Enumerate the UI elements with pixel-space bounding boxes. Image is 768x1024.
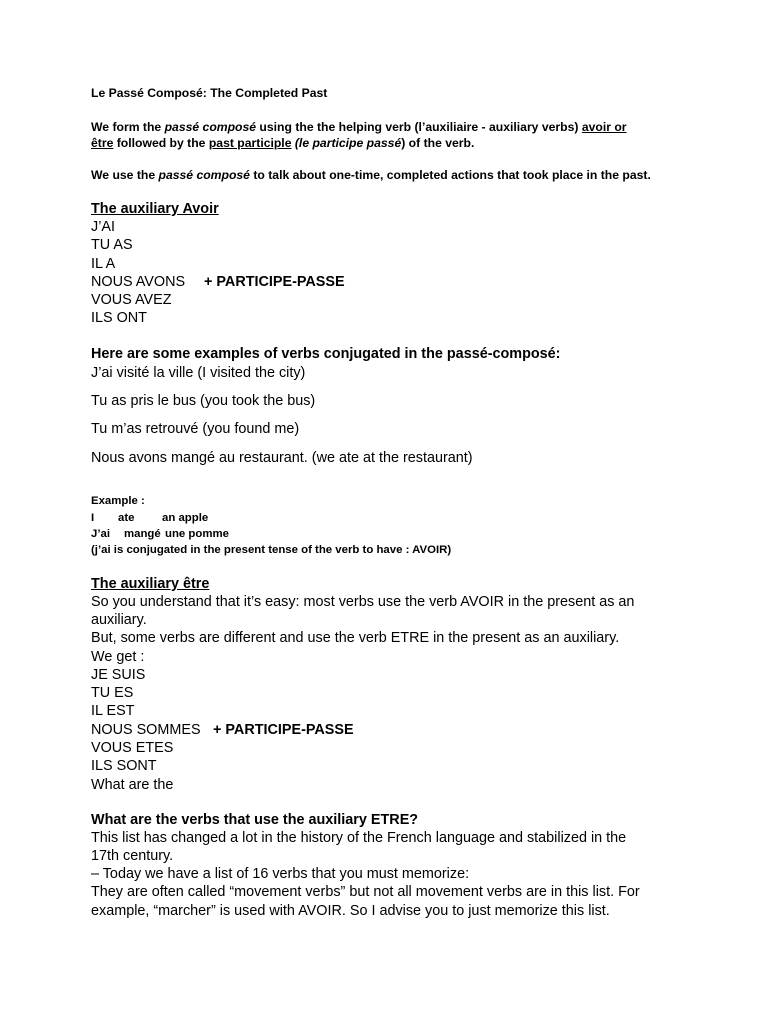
example-word: mangé (124, 528, 161, 540)
etre-paragraph-line: So you understand that it’s easy: most verbs use the verb AVOIR in the present as an (91, 594, 635, 610)
etre-paragraph-line: We get : (91, 649, 145, 665)
intro-text: using the the helping verb (l’auxiliaire - auxiliary verbs) (256, 120, 582, 134)
example-sentence: Tu as pris le bus (you took the bus) (91, 393, 316, 409)
etre-verbs-paragraph-line: example, “marcher” is used with AVOIR. So I advise you to just memorize this list. (91, 903, 610, 919)
example-word: I (91, 512, 95, 524)
etre-row: TU ES (91, 685, 134, 701)
etre-row: VOUS ETES (91, 740, 174, 756)
usage-term: passé composé (158, 168, 250, 182)
etre-verbs-heading: What are the verbs that use the auxiliary ETRE? (91, 812, 419, 828)
avoir-participle-label: + PARTICIPE-PASSE (204, 274, 345, 290)
etre-verbs-paragraph-line: This list has changed a lot in the history of the French language and stabilized in the (91, 830, 627, 846)
usage-paragraph (91, 168, 651, 182)
avoir-row: ILS ONT (91, 310, 147, 326)
example-word: une pomme (165, 528, 229, 540)
etre-row: ILS SONT (91, 758, 157, 774)
avoir-row: IL A (91, 256, 116, 272)
example-word: ate (118, 512, 135, 524)
intro-italic-term: (le participe passé (294, 136, 402, 150)
avoir-row: TU AS (91, 237, 133, 253)
etre-verbs-paragraph-line: They are often called “movement verbs” but not all movement verbs are in this list. For (91, 884, 640, 900)
intro-paragraph-line-1 (91, 120, 627, 134)
etre-paragraph-line: auxiliary. (91, 612, 147, 628)
intro-text: ) of the verb. (401, 136, 475, 150)
intro-text: We form the (91, 120, 165, 134)
etre-paragraph-line: But, some verbs are different and use the verb ETRE in the present as an auxiliary. (91, 630, 620, 646)
avoir-heading: The auxiliary Avoir (91, 201, 219, 217)
intro-paragraph-line-2 (91, 136, 474, 150)
intro-term: passé composé (164, 120, 257, 134)
intro-text: followed by the (113, 136, 209, 150)
example-sentence: Nous avons mangé au restaurant. (we ate at the restaurant) (91, 450, 473, 466)
example-sentence: J’ai visité la ville (I visited the city) (91, 365, 306, 381)
example-label: Example : (91, 495, 145, 507)
etre-heading: The auxiliary être (91, 576, 210, 592)
etre-row: IL EST (91, 703, 135, 719)
intro-underlined-term: être (91, 136, 114, 150)
avoir-row: NOUS AVONS (91, 274, 186, 290)
example-sentence: Tu m’as retrouvé (you found me) (91, 421, 300, 437)
intro-underlined-term: avoir or (581, 120, 627, 134)
etre-row: NOUS SOMMES (91, 722, 201, 738)
avoir-row: J’AI (91, 219, 115, 235)
etre-verbs-paragraph-line: 17th century. (91, 848, 174, 864)
example-word: an apple (162, 512, 209, 524)
etre-verbs-paragraph-line: – Today we have a list of 16 verbs that you must memorize: (91, 866, 470, 882)
intro-underlined-term: past participle (208, 136, 292, 150)
etre-row: JE SUIS (91, 667, 146, 683)
examples-heading: Here are some examples of verbs conjugated in the passé-composé: (91, 346, 561, 362)
document-title: Le Passé Composé: The Completed Past (91, 86, 328, 100)
usage-text: We use the (91, 168, 159, 182)
usage-text: to talk about one-time, completed actions that took place in the past. (249, 168, 651, 182)
avoir-row: VOUS AVEZ (91, 292, 172, 308)
example-note: (j’ai is conjugated in the present tense of the verb to have : AVOIR) (91, 544, 452, 556)
etre-trailing-text: What are the (91, 777, 174, 793)
example-word: J’ai (91, 528, 110, 540)
etre-participle-label: + PARTICIPE-PASSE (213, 722, 354, 738)
